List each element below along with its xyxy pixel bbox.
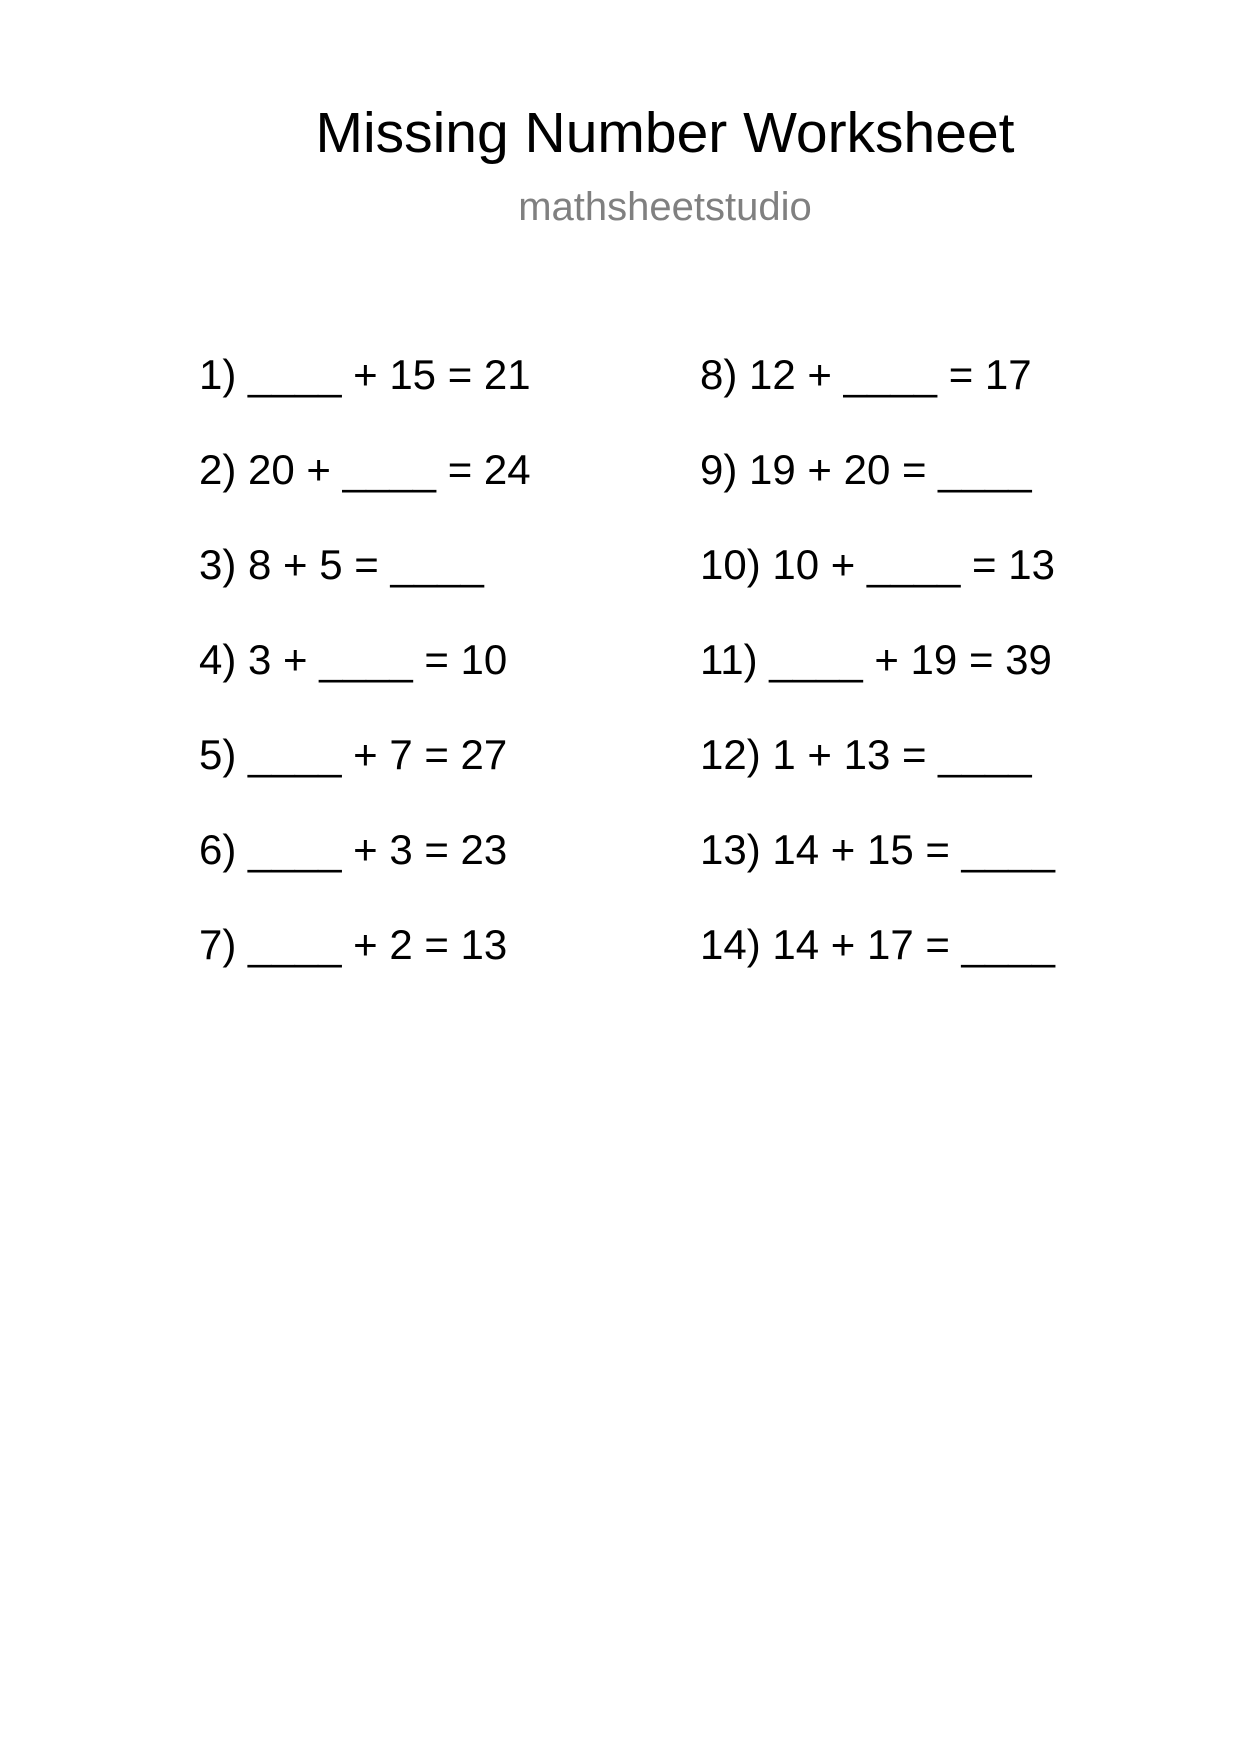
problem-4: 4) 3 + ____ = 10	[199, 636, 508, 683]
problems-left-column	[199, 350, 531, 1015]
problems-right-column	[700, 350, 1055, 1015]
problem-8: 8) 12 + ____ = 17	[700, 351, 1032, 398]
problem-13: 13) 14 + 15 = ____	[700, 826, 1055, 873]
problem-11: 11) ____ + 19 = 39	[700, 636, 1052, 683]
worksheet-title: Missing Number Worksheet	[315, 101, 1015, 165]
problem-14: 14) 14 + 17 = ____	[700, 921, 1055, 968]
problem-3: 3) 8 + 5 = ____	[199, 541, 484, 588]
problem-12: 12) 1 + 13 = ____	[700, 731, 1032, 778]
problem-1: 1) ____ + 15 = 21	[199, 351, 531, 398]
problem-2: 2) 20 + ____ = 24	[199, 446, 531, 493]
problem-5: 5) ____ + 7 = 27	[199, 731, 508, 778]
worksheet-subtitle: mathsheetstudio	[518, 185, 812, 229]
problem-9: 9) 19 + 20 = ____	[700, 446, 1032, 493]
problem-7: 7) ____ + 2 = 13	[199, 921, 508, 968]
problem-10: 10) 10 + ____ = 13	[700, 541, 1055, 588]
problem-6: 6) ____ + 3 = 23	[199, 826, 508, 873]
